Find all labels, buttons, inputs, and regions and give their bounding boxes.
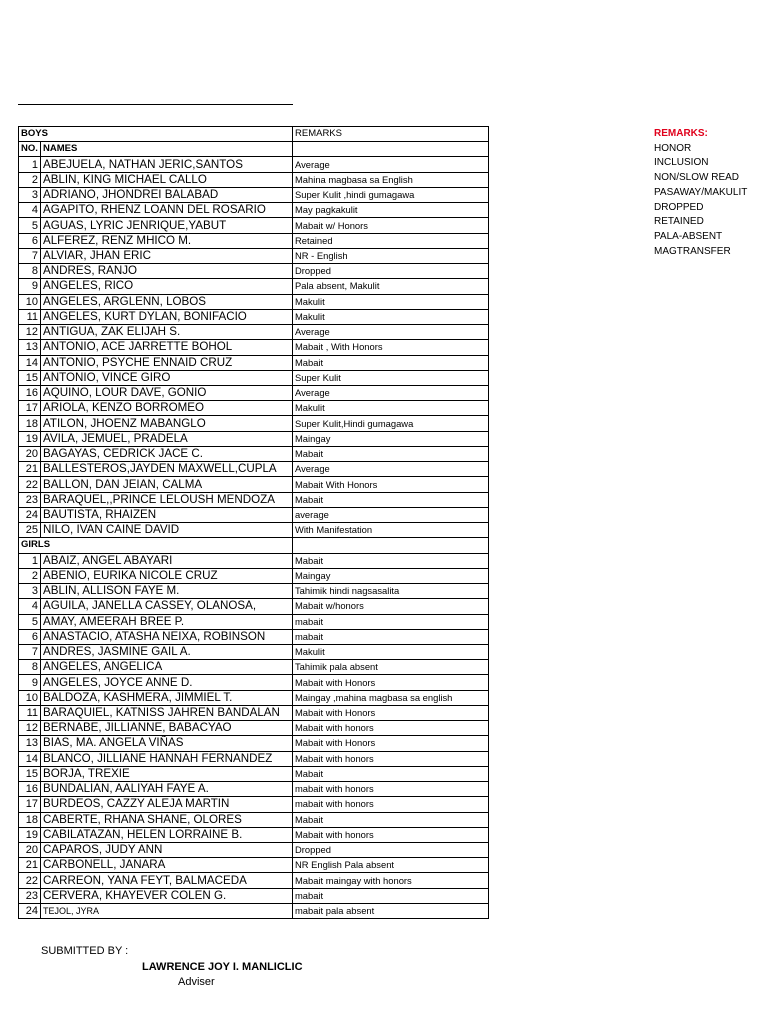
boy-row (19, 477, 489, 492)
student-remark: mabait pala absent (293, 903, 489, 918)
girl-row (19, 599, 489, 614)
student-number: 22 (19, 873, 41, 888)
names-column-header: NAMES (41, 142, 293, 157)
student-number: 5 (19, 218, 41, 233)
student-name: ANTONIO, ACE JARRETTE BOHOL (41, 340, 293, 355)
student-number: 6 (19, 629, 41, 644)
student-name: AGUAS, LYRIC JENRIQUE,YABUT (41, 218, 293, 233)
student-name: CAPAROS, JUDY ANN (41, 843, 293, 858)
student-number: 9 (19, 675, 41, 690)
boy-row (19, 370, 489, 385)
student-number: 16 (19, 782, 41, 797)
student-remark: Mahina magbasa sa English (293, 172, 489, 187)
student-name: BORJA, TREXIE (41, 766, 293, 781)
girl-row (19, 705, 489, 720)
student-remark: Tahimik hindi nagsasalita (293, 584, 489, 599)
student-number: 7 (19, 248, 41, 263)
girl-row (19, 675, 489, 690)
student-remark: Dropped (293, 264, 489, 279)
student-remark: May pagkakulit (293, 203, 489, 218)
boy-row (19, 309, 489, 324)
student-remark: Dropped (293, 843, 489, 858)
remarks-column-header: REMARKS (293, 127, 489, 142)
student-number: 16 (19, 385, 41, 400)
girl-row (19, 660, 489, 675)
boy-row (19, 294, 489, 309)
student-remark: Mabait with Honors (293, 675, 489, 690)
student-name: BIAS, MA. ANGELA VIÑAS (41, 736, 293, 751)
student-number: 6 (19, 233, 41, 248)
student-remark: Mabait , With Honors (293, 340, 489, 355)
student-remark: Average (293, 462, 489, 477)
student-number: 10 (19, 690, 41, 705)
boy-row (19, 172, 489, 187)
legend-title: REMARKS: (654, 128, 708, 139)
student-name: ANASTACIO, ATASHA NEIXA, ROBINSON (41, 629, 293, 644)
student-number: 1 (19, 157, 41, 172)
girl-row (19, 797, 489, 812)
girl-row (19, 584, 489, 599)
student-number: 20 (19, 446, 41, 461)
student-name: ALVIAR, JHAN ERIC (41, 248, 293, 263)
student-number: 14 (19, 751, 41, 766)
student-name: CABERTE, RHANA SHANE, OLORES (41, 812, 293, 827)
student-remark: Mabait With Honors (293, 477, 489, 492)
girls-label: GIRLS (19, 538, 293, 553)
student-remark: Mabait w/honors (293, 599, 489, 614)
student-name: AMAY, AMEERAH BREE P. (41, 614, 293, 629)
student-name: ATILON, JHOENZ MABANGLO (41, 416, 293, 431)
boy-row (19, 401, 489, 416)
student-number: 8 (19, 264, 41, 279)
boy-row (19, 462, 489, 477)
student-remark: Mabait (293, 812, 489, 827)
girl-row (19, 903, 489, 918)
adviser-role: Adviser (178, 976, 215, 988)
student-number: 5 (19, 614, 41, 629)
student-remark: NR English Pala absent (293, 858, 489, 873)
girl-row (19, 751, 489, 766)
student-number: 2 (19, 172, 41, 187)
student-name: CABILATAZAN, HELEN LORRAINE B. (41, 827, 293, 842)
student-remark: Tahimik pala absent (293, 660, 489, 675)
student-remark: mabait with honors (293, 782, 489, 797)
student-name: BARAQUEL,,PRINCE LELOUSH MENDOZA (41, 492, 293, 507)
boy-row (19, 355, 489, 370)
boy-row (19, 446, 489, 461)
boys-header-row (19, 127, 489, 142)
student-remark: Maingay (293, 431, 489, 446)
student-remark: Maingay (293, 568, 489, 583)
student-remark: NR - English (293, 248, 489, 263)
student-number: 22 (19, 477, 41, 492)
remarks-legend (654, 127, 766, 259)
girl-row (19, 766, 489, 781)
girl-row (19, 782, 489, 797)
student-number: 24 (19, 903, 41, 918)
student-name: CERVERA, KHAYEVER COLEN G. (41, 888, 293, 903)
student-number: 11 (19, 705, 41, 720)
adviser-name: LAWRENCE JOY I. MANLICLIC (142, 961, 303, 973)
girl-row (19, 629, 489, 644)
legend-item: DROPPED (654, 201, 704, 213)
boy-row (19, 279, 489, 294)
student-remark: Mabait w/ Honors (293, 218, 489, 233)
student-name: BALDOZA, KASHMERA, JIMMIEL T. (41, 690, 293, 705)
student-number: 3 (19, 187, 41, 202)
legend-item: PASAWAY/MAKULIT (654, 186, 748, 198)
boy-row (19, 431, 489, 446)
student-number: 25 (19, 523, 41, 538)
girl-row (19, 614, 489, 629)
empty-header-cell (293, 142, 489, 157)
student-name: ABAIZ, ANGEL ABAYARI (41, 553, 293, 568)
student-name: ANGELES, RICO (41, 279, 293, 294)
student-remark: Pala absent, Makulit (293, 279, 489, 294)
boy-row (19, 218, 489, 233)
student-name: BARAQUIEL, KATNISS JAHREN BANDALAN (41, 705, 293, 720)
student-name: ALFEREZ, RENZ MHICO M. (41, 233, 293, 248)
student-remark: Mabait (293, 492, 489, 507)
student-name: ABENIO, EURIKA NICOLE CRUZ (41, 568, 293, 583)
student-remark: Average (293, 325, 489, 340)
student-name: BALLESTEROS,JAYDEN MAXWELL,CUPLA (41, 462, 293, 477)
student-name: ABLIN, ALLISON FAYE M. (41, 584, 293, 599)
student-remark: mabait (293, 629, 489, 644)
student-name: AVILA, JEMUEL, PRADELA (41, 431, 293, 446)
student-number: 23 (19, 492, 41, 507)
student-number: 15 (19, 370, 41, 385)
student-name: AGAPITO, RHENZ LOANN DEL ROSARIO (41, 203, 293, 218)
boy-row (19, 385, 489, 400)
student-remark: Mabait with honors (293, 721, 489, 736)
girl-row (19, 721, 489, 736)
student-remark: Maingay ,mahina magbasa sa english (293, 690, 489, 705)
student-name: ANGELES, JOYCE ANNE D. (41, 675, 293, 690)
student-remark: Mabait (293, 446, 489, 461)
student-remark: Mabait with honors (293, 751, 489, 766)
submitted-by-label: SUBMITTED BY : (41, 945, 129, 957)
girl-row (19, 690, 489, 705)
student-remark: Super Kulit ,hindi gumagawa (293, 187, 489, 202)
student-remark: Mabait (293, 766, 489, 781)
student-remark: mabait with honors (293, 797, 489, 812)
student-name: ANGELES, ARGLENN, LOBOS (41, 294, 293, 309)
boy-row (19, 233, 489, 248)
student-number: 20 (19, 843, 41, 858)
student-remark: Makulit (293, 644, 489, 659)
student-number: 24 (19, 507, 41, 522)
legend-item: NON/SLOW READ (654, 172, 740, 184)
student-remark: Average (293, 157, 489, 172)
student-remark: mabait (293, 614, 489, 629)
student-remark: Mabait maingay with honors (293, 873, 489, 888)
student-name: BAGAYAS, CEDRICK JACE C. (41, 446, 293, 461)
class-roster-table (18, 126, 489, 919)
legend-item: PALA-ABSENT (654, 230, 723, 242)
student-name: ADRIANO, JHONDREI BALABAD (41, 187, 293, 202)
girl-row (19, 858, 489, 873)
student-number: 1 (19, 553, 41, 568)
boy-row (19, 187, 489, 202)
student-name: ANTONIO, VINCE GIRO (41, 370, 293, 385)
student-number: 23 (19, 888, 41, 903)
legend-item: HONOR (654, 142, 692, 154)
top-rule-line (18, 104, 293, 105)
student-number: 13 (19, 340, 41, 355)
student-number: 15 (19, 766, 41, 781)
legend-item: INCLUSION (654, 157, 709, 169)
student-number: 12 (19, 325, 41, 340)
no-column-header: NO. (19, 142, 41, 157)
student-number: 7 (19, 644, 41, 659)
student-number: 13 (19, 736, 41, 751)
student-name: BURDEOS, CAZZY ALEJA MARTIN (41, 797, 293, 812)
student-name: AGUILA, JANELLA CASSEY, OLANOSA, (41, 599, 293, 614)
boys-label: BOYS (19, 127, 293, 142)
girls-header-row (19, 538, 489, 553)
student-number: 12 (19, 721, 41, 736)
girl-row (19, 644, 489, 659)
student-number: 14 (19, 355, 41, 370)
boy-row (19, 248, 489, 263)
student-remark: mabait (293, 888, 489, 903)
student-number: 2 (19, 568, 41, 583)
legend-item: MAGTRANSFER (654, 245, 731, 257)
girl-row (19, 812, 489, 827)
student-name: ANGELES, KURT DYLAN, BONIFACIO (41, 309, 293, 324)
student-name: ANGELES, ANGELICA (41, 660, 293, 675)
student-remark: Super Kulit (293, 370, 489, 385)
student-remark: average (293, 507, 489, 522)
student-name: ABEJUELA, NATHAN JERIC,SANTOS (41, 157, 293, 172)
student-remark: Mabait (293, 355, 489, 370)
student-name: TEJOL, JYRA (41, 903, 293, 918)
student-name: BUNDALIAN, AALIYAH FAYE A. (41, 782, 293, 797)
student-number: 11 (19, 309, 41, 324)
student-name: BAUTISTA, RHAIZEN (41, 507, 293, 522)
girl-row (19, 736, 489, 751)
student-name: ABLIN, KING MICHAEL CALLO (41, 172, 293, 187)
girl-row (19, 553, 489, 568)
student-remark: Super Kulit,Hindi gumagawa (293, 416, 489, 431)
student-remark: Makulit (293, 309, 489, 324)
student-number: 4 (19, 599, 41, 614)
student-remark: Mabait with Honors (293, 705, 489, 720)
student-remark: Mabait with honors (293, 827, 489, 842)
girl-row (19, 888, 489, 903)
boy-row (19, 416, 489, 431)
student-name: ANDRES, RANJO (41, 264, 293, 279)
student-remark: Mabait (293, 553, 489, 568)
boy-row (19, 264, 489, 279)
boy-row (19, 325, 489, 340)
student-number: 3 (19, 584, 41, 599)
legend-item: RETAINED (654, 216, 704, 228)
girl-row (19, 568, 489, 583)
student-number: 4 (19, 203, 41, 218)
student-name: BALLON, DAN JEIAN, CALMA (41, 477, 293, 492)
student-remark: With Manifestation (293, 523, 489, 538)
boy-row (19, 492, 489, 507)
student-number: 19 (19, 431, 41, 446)
girl-row (19, 873, 489, 888)
student-number: 18 (19, 416, 41, 431)
student-remark: Mabait with Honors (293, 736, 489, 751)
student-number: 17 (19, 797, 41, 812)
student-name: BLANCO, JILLIANE HANNAH FERNANDEZ (41, 751, 293, 766)
boy-row (19, 203, 489, 218)
student-name: CARREON, YANA FEYT, BALMACEDA (41, 873, 293, 888)
student-number: 21 (19, 462, 41, 477)
boy-row (19, 507, 489, 522)
student-remark: Makulit (293, 401, 489, 416)
student-number: 21 (19, 858, 41, 873)
girl-row (19, 843, 489, 858)
student-number: 9 (19, 279, 41, 294)
student-remark: Makulit (293, 294, 489, 309)
student-name: NILO, IVAN CAINE DAVID (41, 523, 293, 538)
student-remark: Retained (293, 233, 489, 248)
student-number: 10 (19, 294, 41, 309)
student-name: CARBONELL, JANARA (41, 858, 293, 873)
column-header-row (19, 142, 489, 157)
student-name: ANDRES, JASMINE GAIL A. (41, 644, 293, 659)
boy-row (19, 157, 489, 172)
student-name: ARIOLA, KENZO BORROMEO (41, 401, 293, 416)
student-number: 18 (19, 812, 41, 827)
student-name: BERNABE, JILLIANNE, BABACYAO (41, 721, 293, 736)
student-remark: Average (293, 385, 489, 400)
student-name: ANTIGUA, ZAK ELIJAH S. (41, 325, 293, 340)
student-name: AQUINO, LOUR DAVE, GONIO (41, 385, 293, 400)
boy-row (19, 523, 489, 538)
student-number: 8 (19, 660, 41, 675)
girl-row (19, 827, 489, 842)
boy-row (19, 340, 489, 355)
student-name: ANTONIO, PSYCHE ENNAID CRUZ (41, 355, 293, 370)
empty-header-cell (293, 538, 489, 553)
student-number: 17 (19, 401, 41, 416)
student-number: 19 (19, 827, 41, 842)
